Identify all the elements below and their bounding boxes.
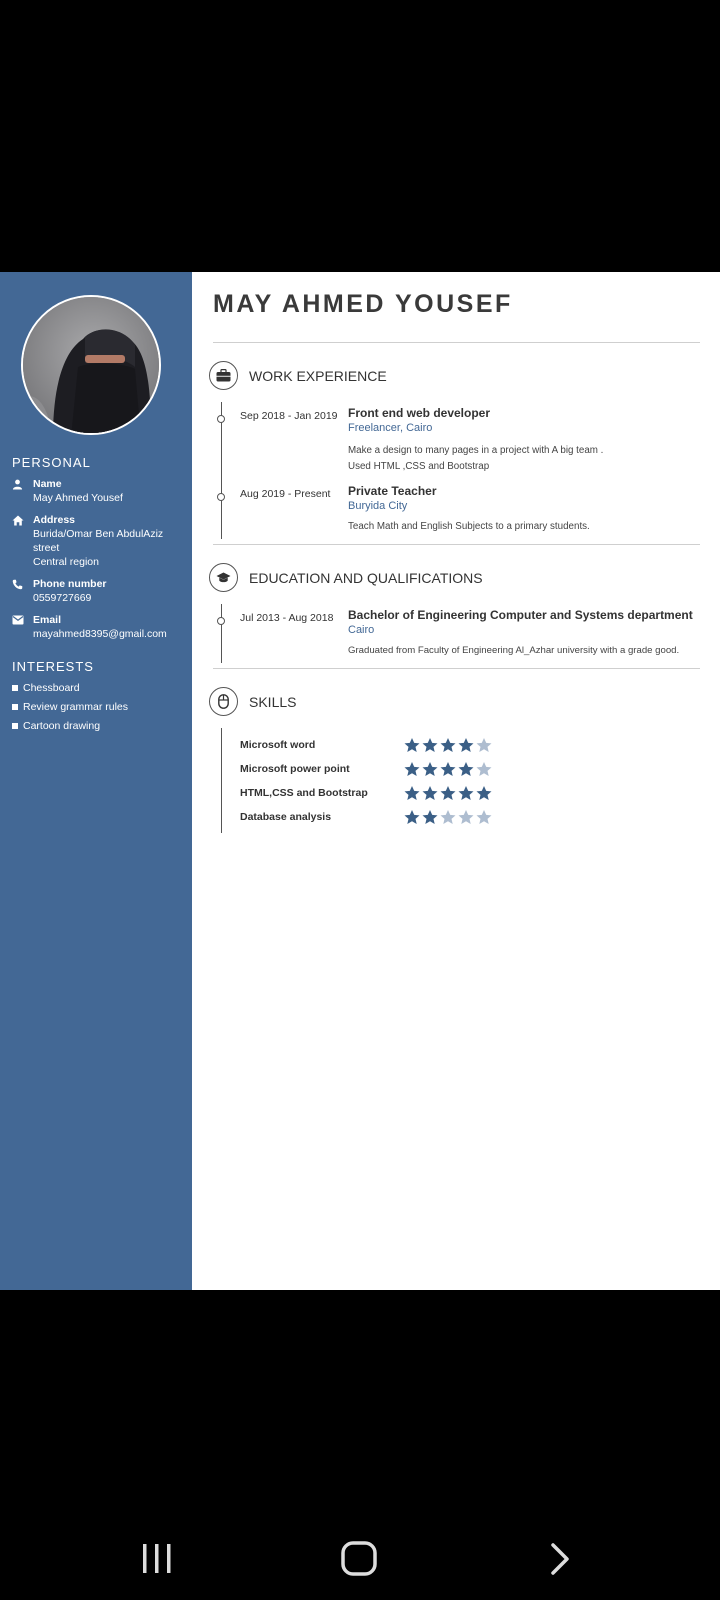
recent-apps-icon[interactable] [127, 1540, 187, 1580]
interests-heading: INTERESTS [12, 659, 94, 674]
timeline-dot [217, 493, 225, 501]
star-filled-icon [403, 809, 421, 825]
entry-role: Front end web developer [348, 406, 491, 420]
email-value: mayahmed8395@gmail.com [33, 628, 167, 640]
name-value: May Ahmed Yousef [33, 492, 123, 504]
address-line-1: Burida/Omar Ben AbdulAziz street [33, 528, 164, 554]
home-icon [12, 514, 33, 526]
star-filled-icon [403, 785, 421, 801]
star-empty-icon [439, 809, 457, 825]
divider [213, 544, 700, 545]
address-line-2: Central region [33, 556, 99, 568]
personal-address [12, 514, 186, 569]
entry-org: Cairo [348, 624, 375, 636]
page-title: MAY AHMED YOUSEF [213, 290, 513, 318]
star-filled-icon [475, 785, 493, 801]
star-filled-icon [439, 785, 457, 801]
education-timeline [221, 604, 700, 663]
work-timeline [221, 402, 700, 539]
graduation-cap-icon [209, 563, 238, 592]
star-filled-icon [403, 737, 421, 753]
personal-name [12, 478, 186, 505]
phone-value: 0559727669 [33, 592, 92, 604]
skills-heading: SKILLS [249, 693, 297, 710]
star-filled-icon [439, 737, 457, 753]
bullet-icon [12, 685, 18, 691]
desc-line: Graduated from Faculty of Engineering Al_Azhar university with a grade good. [348, 645, 680, 656]
divider [213, 342, 700, 343]
education-entry [222, 608, 700, 659]
star-filled-icon [457, 761, 475, 777]
resume-sidebar [0, 272, 192, 1290]
name-label: Name [33, 478, 62, 490]
interest-label: Review grammar rules [23, 701, 129, 713]
briefcase-icon [209, 361, 238, 390]
skill-rating [403, 761, 493, 777]
entry-role: Bachelor of Engineering Computer and Systems department [348, 608, 693, 622]
skill-name: HTML,CSS and Bootstrap [240, 787, 368, 799]
skill-name: Microsoft power point [240, 763, 350, 775]
education-section-header [209, 563, 700, 592]
home-button-icon[interactable] [329, 1540, 389, 1580]
entry-org: Buryida City [348, 500, 408, 512]
desc-line: Used HTML ,CSS and Bootstrap [348, 461, 490, 472]
skill-row [222, 805, 700, 829]
interest-label: Cartoon drawing [23, 720, 101, 732]
star-filled-icon [421, 785, 439, 801]
star-filled-icon [439, 761, 457, 777]
entry-desc [348, 643, 700, 659]
star-filled-icon [421, 809, 439, 825]
star-filled-icon [457, 785, 475, 801]
interest-label: Chessboard [23, 682, 80, 694]
star-filled-icon [421, 737, 439, 753]
person-icon [12, 478, 33, 490]
android-nav-bar [0, 1500, 720, 1600]
address-label: Address [33, 514, 76, 526]
bullet-icon [12, 723, 18, 729]
skill-name: Database analysis [240, 811, 332, 823]
timeline-dot [217, 617, 225, 625]
entry-desc [348, 443, 700, 475]
star-empty-icon [475, 761, 493, 777]
skill-rating [403, 785, 493, 801]
star-filled-icon [403, 761, 421, 777]
entry-desc [348, 519, 700, 535]
phone-label: Phone number [33, 578, 107, 590]
work-entry [222, 406, 700, 475]
back-icon[interactable] [531, 1540, 591, 1580]
resume-page [0, 272, 720, 1290]
personal-email [12, 614, 186, 641]
timeline-dot [217, 415, 225, 423]
email-label: Email [33, 614, 62, 626]
phone-icon [12, 578, 33, 590]
skills-list [221, 728, 700, 833]
entry-role: Private Teacher [348, 484, 437, 498]
skills-section-header [209, 687, 700, 716]
mouse-icon [209, 687, 238, 716]
desc-line: Teach Math and English Subjects to a primary students. [348, 521, 590, 532]
star-filled-icon [421, 761, 439, 777]
work-section-header [209, 361, 700, 390]
star-empty-icon [457, 809, 475, 825]
entry-date: Jul 2013 - Aug 2018 [240, 612, 334, 624]
skill-row [222, 781, 700, 805]
resume-main [192, 272, 720, 1290]
entry-org: Freelancer, Cairo [348, 422, 433, 434]
entry-date: Aug 2019 - Present [240, 488, 331, 500]
skill-row [222, 733, 700, 757]
skill-rating [403, 737, 493, 753]
bullet-icon [12, 704, 18, 710]
personal-phone [12, 578, 186, 605]
work-heading: WORK EXPERIENCE [249, 367, 387, 384]
profile-photo [21, 295, 161, 435]
skill-name: Microsoft word [240, 739, 316, 751]
work-entry [222, 484, 700, 535]
entry-date: Sep 2018 - Jan 2019 [240, 410, 338, 422]
interest-item [12, 720, 186, 732]
star-empty-icon [475, 809, 493, 825]
skill-row [222, 757, 700, 781]
divider [213, 668, 700, 669]
star-filled-icon [457, 737, 475, 753]
desc-line: Make a design to many pages in a project with A big team . [348, 445, 604, 456]
interest-item [12, 682, 186, 694]
education-heading: EDUCATION AND QUALIFICATIONS [249, 569, 483, 586]
star-empty-icon [475, 737, 493, 753]
personal-heading: PERSONAL [12, 455, 91, 470]
interest-item [12, 701, 186, 713]
skill-rating [403, 809, 493, 825]
email-icon [12, 614, 33, 625]
